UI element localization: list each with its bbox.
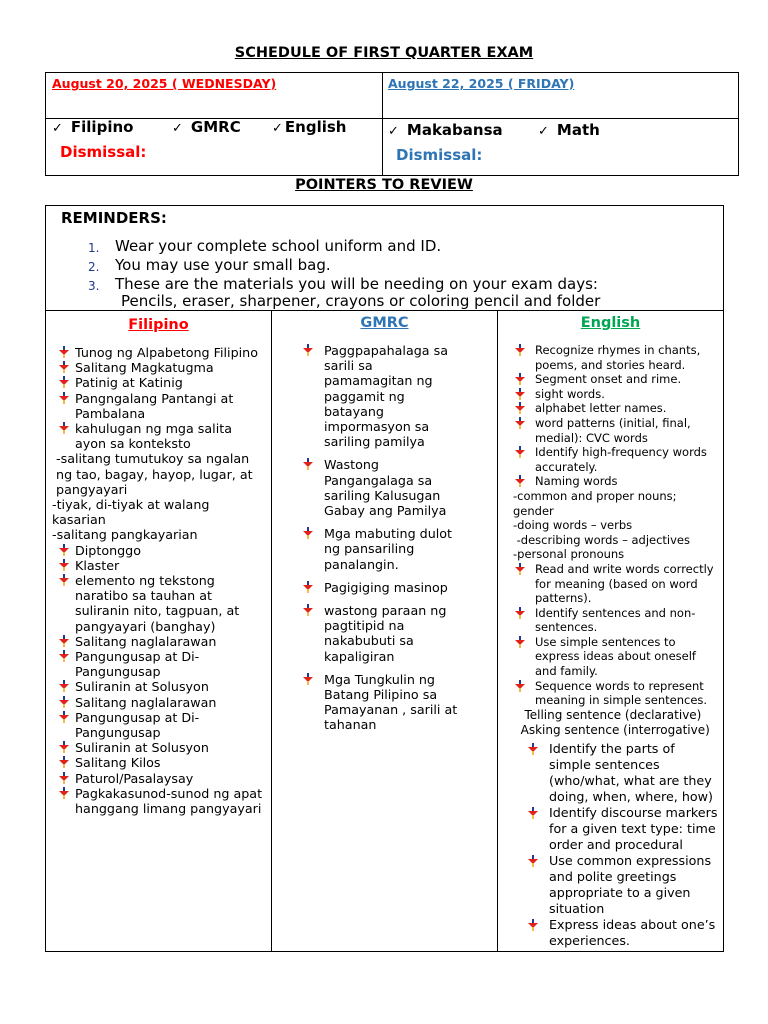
list-item — [535, 562, 719, 606]
reminders-list — [88, 237, 598, 293]
pin-bullet-icon — [514, 446, 526, 458]
pin-bullet-icon — [514, 680, 526, 692]
reminders-heading: REMINDERS: — [61, 209, 167, 227]
pin-bullet-icon — [58, 741, 70, 753]
pin-bullet-icon — [302, 673, 314, 685]
pin-bullet-icon — [527, 743, 539, 755]
list-item-text: Suliranin at Solusyon — [75, 740, 209, 756]
filipino-heading: Filipino — [128, 317, 189, 333]
filipino-note-3: -salitang pangkayarian — [52, 527, 198, 543]
pin-bullet-icon — [302, 604, 314, 616]
filipino-column — [52, 345, 266, 816]
list-item-text: kahulugan ng mga salita ayon sa konteksto — [75, 421, 232, 452]
reminder-item: 2. You may use your small bag. — [88, 256, 331, 274]
list-item-text: Sequence words to represent meaning in simple sentences. — [535, 678, 708, 708]
list-item — [324, 526, 464, 572]
list-item — [75, 421, 266, 451]
pin-bullet-icon — [514, 636, 526, 648]
list-item — [75, 345, 266, 360]
materials-line: Pencils, eraser, sharpener, crayons or coloring pencil and folder — [121, 292, 601, 310]
page-title: SCHEDULE OF FIRST QUARTER EXAM — [234, 45, 534, 61]
day1-date: August 20, 2025 ( WEDNESDAY) — [52, 76, 277, 91]
pin-bullet-icon — [514, 344, 526, 356]
reminder-item: 3. These are the materials you will be needing on your exam days: — [88, 275, 598, 293]
list-item-text: Identify sentences and non-sentences. — [535, 605, 696, 635]
pin-bullet-icon — [58, 574, 70, 586]
pin-bullet-icon — [514, 475, 526, 487]
list-item-text: Identify the parts of simple sentences (who/what, what are they doing, when, where, how) — [549, 741, 713, 804]
pin-bullet-icon — [58, 422, 70, 434]
check-icon: ✓ — [388, 124, 399, 139]
reminders-divider — [45, 310, 724, 311]
english-note-2: Telling sentence (declarative) Asking sentence (interrogative) — [520, 707, 710, 737]
list-item — [75, 360, 266, 375]
pin-bullet-icon — [58, 711, 70, 723]
pin-bullet-icon — [58, 696, 70, 708]
list-item — [324, 457, 464, 518]
day1-subjects — [52, 117, 133, 136]
list-item — [535, 372, 719, 387]
list-item-text: elemento ng tekstong naratibo sa tauhan at suliranin nito, tagpuan, at pangyayari (banghay) — [75, 573, 240, 634]
list-item-text: Pangungusap at Di-Pangungusap — [75, 709, 200, 741]
pin-bullet-icon — [514, 402, 526, 414]
list-item — [549, 805, 719, 853]
check-icon: ✓ — [52, 121, 63, 136]
column-divider-1 — [271, 310, 272, 952]
pin-bullet-icon — [58, 376, 70, 388]
list-item — [535, 606, 719, 635]
list-item-text: Paggpapahalaga sa sarili sa pamamagitan ng paggamit ng batayang impormasyon sa sariling pamilya — [324, 343, 448, 450]
pin-bullet-icon — [514, 607, 526, 619]
list-item — [75, 740, 266, 755]
day2-date: August 22, 2025 ( FRIDAY) — [388, 76, 575, 91]
list-item-text: Klaster — [75, 557, 120, 573]
pin-bullet-icon — [58, 772, 70, 784]
list-item-text: Identify high-frequency words accurately. — [535, 445, 707, 474]
filipino-note-1: -salitang tumutukoy sa ngalan ng tao, bagay, hayop, lugar, at pangyayari — [56, 451, 253, 497]
list-item-text: Recognize rhymes in chants, poems, and stories heard. — [535, 343, 701, 372]
list-item — [324, 603, 464, 664]
english-column-2 — [549, 741, 719, 949]
list-item — [549, 917, 719, 949]
schedule-divider — [382, 72, 383, 176]
day2-subjects-2 — [538, 120, 600, 139]
list-item — [535, 445, 719, 474]
list-item-text: Salitang naglalarawan — [75, 633, 217, 649]
list-item — [324, 580, 464, 595]
pin-bullet-icon — [527, 807, 539, 819]
list-item — [75, 771, 266, 786]
pin-bullet-icon — [58, 787, 70, 799]
list-item — [535, 387, 719, 402]
reminder-item: 1. Wear your complete school uniform and ID. — [88, 237, 442, 255]
list-item-text: Suliranin at Solusyon — [75, 679, 209, 695]
list-item-text: Patinig at Katinig — [75, 375, 183, 391]
pin-bullet-icon — [302, 527, 314, 539]
pin-bullet-icon — [58, 392, 70, 404]
day1-subjects-3 — [272, 117, 346, 136]
list-item — [75, 634, 266, 649]
list-item-text: Pagkakasunod-sunod ng apat hanggang limang pangyayari — [75, 785, 263, 817]
check-icon: ✓ — [538, 124, 549, 139]
list-item — [535, 401, 719, 416]
list-item — [75, 391, 266, 421]
subject-makabansa: ✓ Makabansa — [388, 121, 503, 139]
list-item — [549, 741, 719, 805]
list-item — [324, 672, 464, 733]
list-item-text: Tunog ng Alpabetong Filipino — [75, 345, 258, 360]
list-item-text: Diptonggo — [75, 542, 141, 558]
check-icon: ✓ — [172, 121, 183, 136]
subject-math: ✓ Math — [538, 121, 600, 139]
list-item — [75, 573, 266, 634]
gmrc-column — [324, 343, 464, 733]
list-item — [549, 853, 719, 917]
list-item — [535, 343, 719, 372]
pin-bullet-icon — [58, 650, 70, 662]
list-item-text: Use simple sentences to express ideas about oneself and family. — [535, 634, 696, 679]
list-item — [75, 649, 266, 679]
list-item-text: Wastong Pangangalaga sa sariling Kalusugan Gabay ang Pamilya — [324, 457, 447, 519]
pointers-title: POINTERS TO REVIEW — [295, 177, 473, 193]
list-item-text: Salitang Kilos — [75, 755, 161, 771]
list-item-text: Mga Tungkulin ng Batang Pilipino sa Pamayanan , sarili at tahanan — [324, 671, 458, 733]
gmrc-heading: GMRC — [360, 315, 409, 331]
list-item-text: wastong paraan ng pagtitipid na nakabubuti sa kapaligiran — [324, 603, 447, 664]
list-item — [75, 679, 266, 694]
list-item-text: Segment onset and rime. — [535, 372, 682, 387]
list-item — [324, 343, 464, 449]
list-item — [75, 755, 266, 770]
list-item — [75, 558, 266, 573]
pin-bullet-icon — [302, 344, 314, 356]
pin-bullet-icon — [58, 346, 70, 358]
list-item-text: Pangngalang Pantangi at Pambalana — [75, 390, 234, 421]
pin-bullet-icon — [514, 417, 526, 429]
list-item-text: Read and write words correctly for meaning (based on word patterns). — [535, 561, 714, 606]
list-item — [75, 786, 266, 816]
list-item — [75, 710, 266, 740]
pin-bullet-icon — [514, 373, 526, 385]
list-item-text: Pagigiging masinop — [324, 579, 448, 595]
pin-bullet-icon — [514, 388, 526, 400]
list-item-text: Salitang naglalarawan — [75, 694, 217, 710]
day2-dismissal: Dismissal: — [396, 146, 483, 164]
filipino-note-2: -tiyak, di-tiyak at walang kasarian — [52, 497, 210, 528]
check-icon: ✓ — [272, 121, 283, 136]
pin-bullet-icon — [58, 680, 70, 692]
subject-gmrc: ✓ GMRC — [172, 118, 241, 136]
list-item-text: Express ideas about one’s experiences. — [549, 917, 716, 948]
list-item — [535, 474, 719, 489]
pin-bullet-icon — [58, 544, 70, 556]
list-item — [535, 635, 719, 679]
list-item-text: Salitang Magkatugma — [75, 360, 214, 376]
list-item-text: Use common expressions and polite greetings appropriate to a given situation — [549, 853, 712, 916]
day1-subjects-2 — [172, 117, 241, 136]
pin-bullet-icon — [58, 756, 70, 768]
list-item-text: word patterns (initial, final, medial): CVC words — [535, 415, 691, 445]
list-item-text: Naming words — [535, 474, 618, 489]
pin-bullet-icon — [302, 581, 314, 593]
list-item — [535, 416, 719, 445]
pin-bullet-icon — [58, 361, 70, 373]
column-divider-2 — [497, 310, 498, 952]
pin-bullet-icon — [58, 559, 70, 571]
list-item-text: Identify discourse markers for a given text type: time order and procedural — [549, 805, 718, 852]
day1-dismissal: Dismissal: — [60, 143, 147, 161]
pin-bullet-icon — [302, 458, 314, 470]
day2-subjects — [388, 120, 503, 139]
list-item-text: alphabet letter names. — [535, 401, 667, 416]
pin-bullet-icon — [514, 563, 526, 575]
list-item — [75, 543, 266, 558]
english-heading: English — [580, 315, 641, 331]
pin-bullet-icon — [527, 855, 539, 867]
list-item-text: Pangungusap at Di-Pangungusap — [75, 649, 200, 680]
list-item — [535, 679, 719, 708]
list-item — [75, 375, 266, 390]
list-item — [75, 695, 266, 710]
list-item-text: Mga mabuting dulot ng pansariling panalangin. — [324, 526, 453, 572]
schedule-row-divider — [45, 118, 739, 119]
list-item-text: sight words. — [535, 386, 605, 401]
list-item-text: Paturol/Pasalaysay — [75, 770, 194, 786]
english-column — [513, 343, 719, 738]
subject-english: ✓ English — [272, 118, 347, 136]
english-note-1: -common and proper nouns; gender -doing words – verbs -describing words – adjectives -personal pronouns — [513, 488, 690, 562]
pin-bullet-icon — [527, 919, 539, 931]
subject-filipino: ✓ Filipino — [52, 118, 134, 136]
pin-bullet-icon — [58, 635, 70, 647]
